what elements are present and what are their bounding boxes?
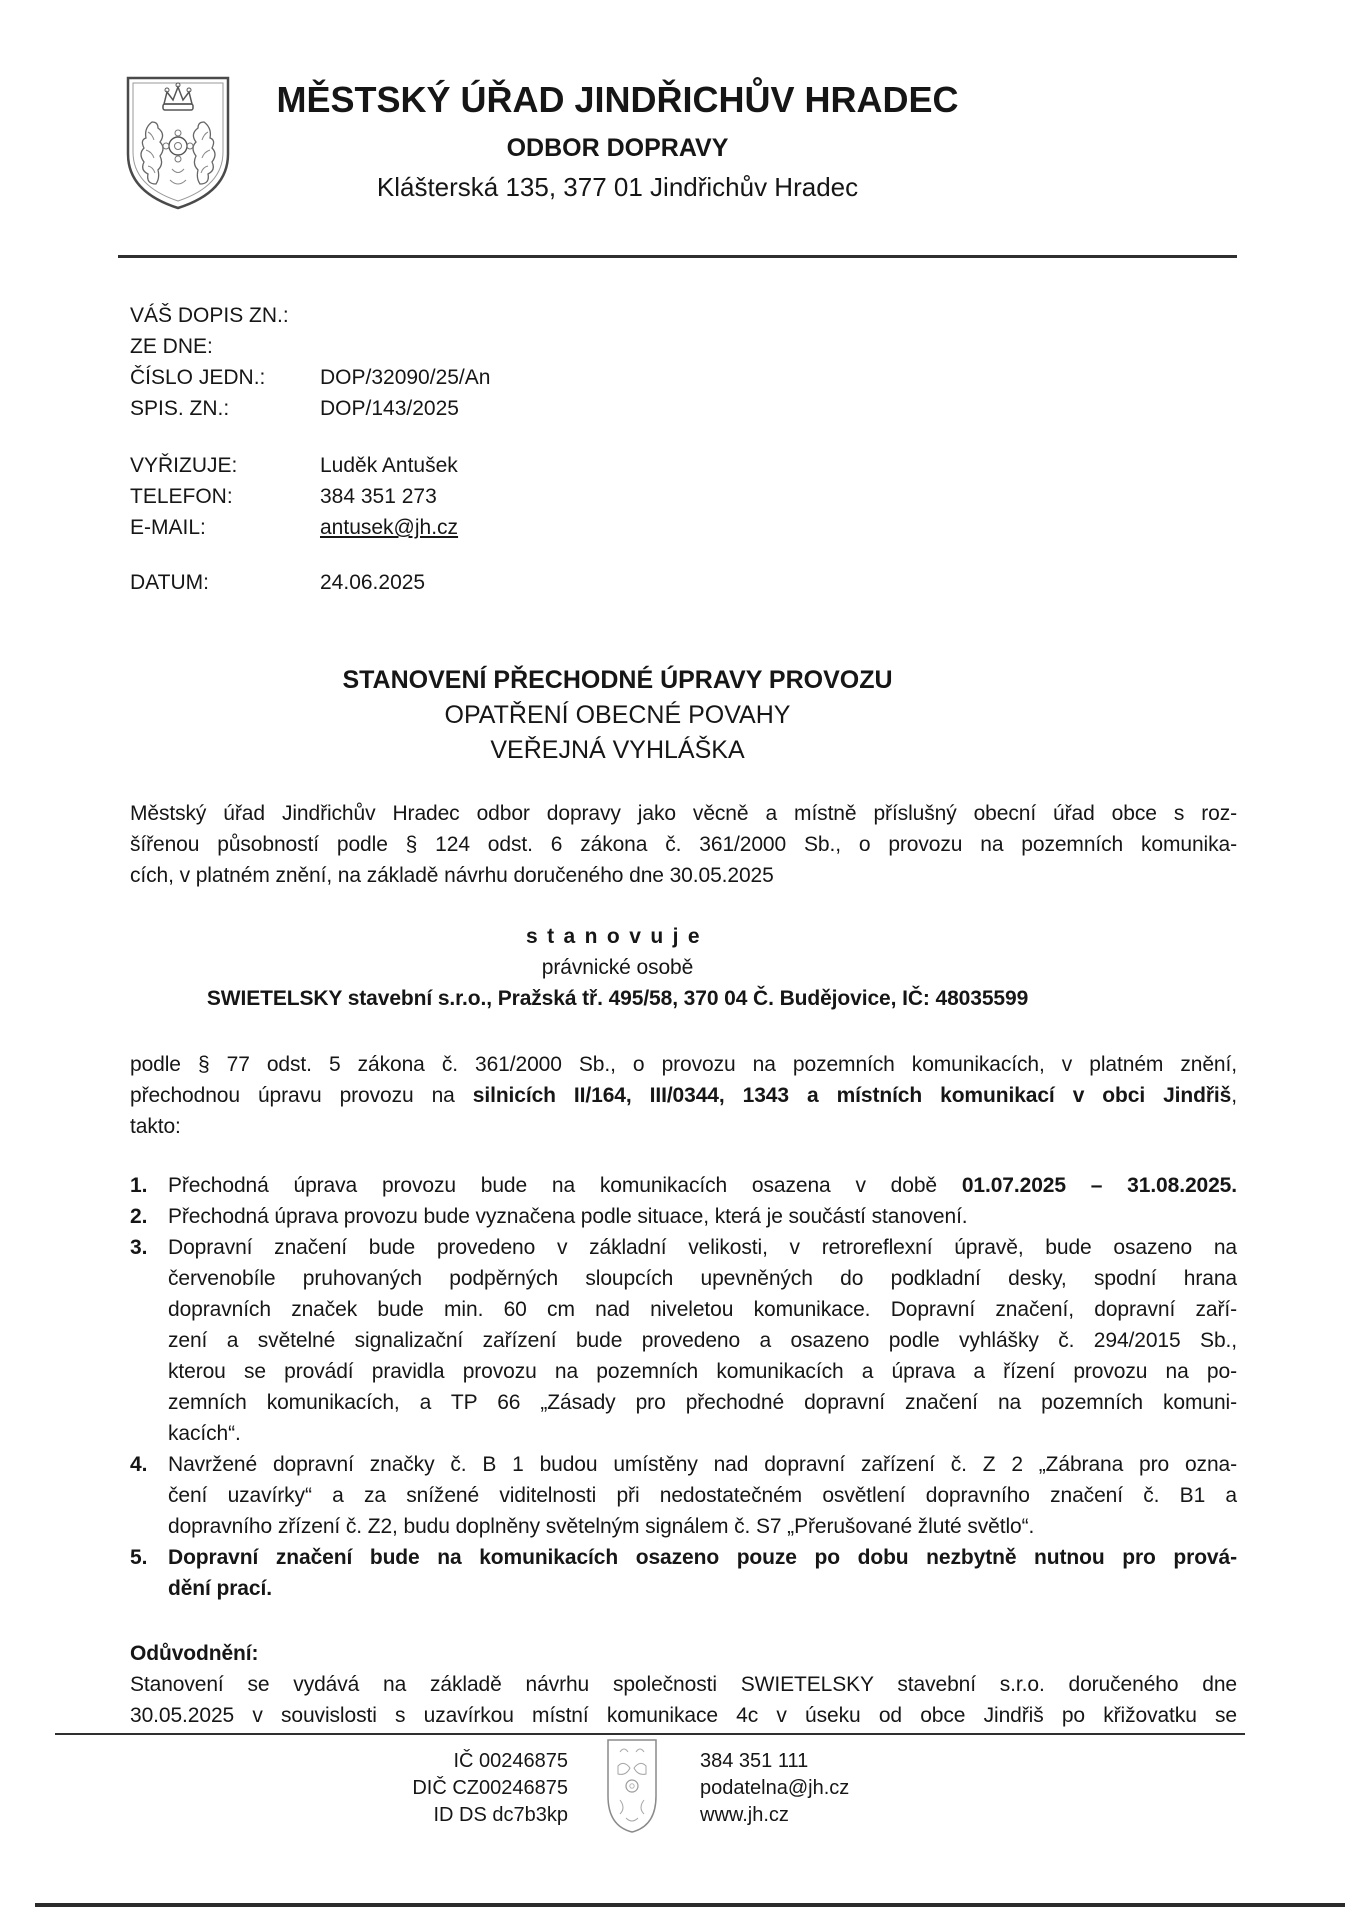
meta-row-phone: [130, 481, 890, 512]
meta-row-file-number: [130, 393, 890, 424]
justification-section: [130, 1638, 1237, 1731]
footer-registry-ids: [330, 1748, 568, 1829]
justification-line: 30.05.2025 v souvislosti s uzavírkou místní komunikace 4c v úseku od obce Jindřiš po křižovatku se: [130, 1704, 1237, 1727]
intro-line: Městský úřad Jindřichův Hradec odbor dopravy jako věcně a místně příslušný obecní úřad obce s roz-: [130, 802, 1237, 825]
meta-value: DOP/32090/25/An: [320, 366, 491, 389]
meta-row-date: [130, 567, 890, 598]
meta-label: TELEFON:: [130, 485, 233, 508]
meta-value: 24.06.2025: [320, 571, 426, 594]
scope-text: přechodnou úpravu provozu na: [130, 1084, 473, 1107]
condition-line: Dopravní značení bude provedeno v základní velikosti, v retroreflexní úpravě, bude osazeno na: [168, 1236, 1237, 1259]
footer-databox-id: ID DS dc7b3kp: [433, 1804, 568, 1826]
condition-line: Dopravní značení bude na komunikacích osazeno pouze po dobu nezbytně nutnou pro prová-: [168, 1546, 1237, 1569]
meta-row-email: [130, 512, 890, 543]
condition-dates-bold: 01.07.2025 – 31.08.2025.: [961, 1174, 1238, 1197]
condition-line: kterou se provádí pravidla provozu na pozemních komunikacích a úprava a řízení provozu na po-: [168, 1360, 1237, 1383]
condition-text: Přechodná úprava provozu bude na komunikacích osazena v době: [168, 1174, 962, 1197]
condition-line: dění prací.: [168, 1577, 272, 1600]
document-title-block: [130, 663, 1105, 768]
page-bottom-edge: [35, 1903, 1345, 1907]
scope-line: [130, 1080, 1237, 1111]
office-name: MĚSTSKÝ ÚŘAD JINDŘICHŮV HRADEC: [276, 79, 959, 120]
decision-verb: stanovuje: [525, 925, 710, 948]
meta-label: ČÍSLO JEDN.:: [130, 366, 266, 389]
document-subtitle-1: OPATŘENÍ OBECNÉ POVAHY: [444, 701, 791, 729]
condition-line: Navržené dopravní značky č. B 1 budou umístěny nad dopravní zařízení č. Z 2 „Zábrana pro ozna-: [168, 1453, 1237, 1476]
item-number: 3.: [130, 1236, 148, 1259]
condition-line: dopravního zřízení č. Z2, budu doplněny světelným signálem č. S7 „Přerušované žluté světlo“.: [168, 1515, 1035, 1538]
meta-label: DATUM:: [130, 571, 209, 594]
scope-text: ,: [1231, 1084, 1237, 1107]
meta-row-handled-by: [130, 450, 890, 481]
intro-paragraph: [130, 798, 1237, 891]
condition-line: zení a světelné signalizační zařízení bude provedeno a osazeno podle vyhlášky č. 294/2015 Sb.,: [168, 1329, 1237, 1352]
footer-dic: DIČ CZ00246875: [412, 1777, 568, 1799]
condition-item-3: [130, 1232, 1237, 1449]
condition-item-2: [130, 1201, 1237, 1232]
condition-item-1: [130, 1170, 1237, 1201]
meta-value: Luděk Antušek: [320, 454, 458, 477]
office-address: Klášterská 135, 377 01 Jindřichův Hradec: [376, 172, 859, 202]
scope-line: podle § 77 odst. 5 zákona č. 361/2000 Sb., o provozu na pozemních komunikacích, v platném znění,: [130, 1053, 1237, 1076]
footer-ic: IČ 00246875: [453, 1750, 568, 1772]
condition-line: [168, 1170, 1237, 1201]
intro-line: šířenou působností podle § 124 odst. 6 zákona č. 361/2000 Sb., o provozu na pozemních komunika-: [130, 833, 1237, 856]
footer-divider: [55, 1733, 1245, 1735]
entity-type: právnické osobě: [541, 956, 694, 979]
condition-line: dopravních značek bude min. 60 cm nad niveletou komunikace. Dopravní značení, dopravní zaří-: [168, 1298, 1237, 1321]
meta-row-from-date: [130, 331, 890, 362]
condition-line: zemních komunikacích, a TP 66 „Zásady pro přechodné dopravní značení na pozemních komuni-: [168, 1391, 1237, 1414]
item-number: 4.: [130, 1453, 148, 1476]
condition-line: červenobíle pruhovaných podpěrných sloupcích upevněných do podkladní desky, spodní hrana: [168, 1267, 1237, 1290]
meta-row-doc-number: [130, 362, 890, 393]
meta-label: ZE DNE:: [130, 335, 213, 358]
condition-line: čení uzavírky“ a za snížené viditelnosti při nedostatečném osvětlení dopravního značení č. B1 a: [168, 1484, 1237, 1507]
meta-value: DOP/143/2025: [320, 397, 459, 420]
footer-phone: 384 351 111: [700, 1750, 809, 1772]
footer-coat-of-arms-icon: [604, 1738, 660, 1839]
meta-value: 384 351 273: [320, 485, 437, 508]
intro-line: cích, v platném znění, na základě návrhu doručeného dne 30.05.2025: [130, 864, 774, 887]
scope-roads-bold: silnicích II/164, III/0344, 1343 a místních komunikací v obci Jindřiš: [472, 1084, 1232, 1107]
scope-line: takto:: [130, 1115, 181, 1138]
header-divider: [118, 255, 1237, 258]
condition-item-4: [130, 1449, 1237, 1542]
meta-label: SPIS. ZN.:: [130, 397, 230, 420]
letterhead: [130, 78, 1105, 204]
metadata-section: [130, 300, 890, 598]
footer-website: www.jh.cz: [700, 1804, 789, 1826]
decision-block: [130, 921, 1105, 1014]
condition-line: Přechodná úprava provozu bude vyznačena podle situace, která je součástí stanovení.: [168, 1205, 968, 1228]
meta-label: E-MAIL:: [130, 516, 206, 539]
meta-label: VYŘIZUJE:: [130, 454, 238, 477]
item-number: 2.: [130, 1205, 148, 1228]
meta-row-your-ref: [130, 300, 890, 331]
scope-paragraph: [130, 1049, 1237, 1142]
footer-contacts: [700, 1748, 1020, 1829]
condition-line: kacích“.: [168, 1422, 241, 1445]
document-title: STANOVENÍ PŘECHODNÉ ÚPRAVY PROVOZU: [342, 666, 893, 694]
meta-label: VÁŠ DOPIS ZN.:: [130, 304, 289, 327]
conditions-list: [130, 1170, 1237, 1604]
department-name: ODBOR DOPRAVY: [506, 134, 729, 162]
condition-item-5: [130, 1542, 1237, 1604]
email-link[interactable]: antusek@jh.cz: [320, 516, 459, 539]
item-number: 1.: [130, 1174, 148, 1197]
document-subtitle-2: VEŘEJNÁ VYHLÁŠKA: [490, 736, 745, 764]
justification-line: Stanovení se vydává na základě návrhu společnosti SWIETELSKY stavební s.r.o. doručeného dne: [130, 1673, 1237, 1696]
item-number: 5.: [130, 1546, 148, 1569]
footer-email: podatelna@jh.cz: [700, 1777, 850, 1799]
justification-heading: Odůvodnění:: [130, 1642, 259, 1665]
entity-name: SWIETELSKY stavební s.r.o., Pražská tř. 495/58, 370 04 Č. Budějovice, IČ: 48035599: [206, 987, 1029, 1010]
